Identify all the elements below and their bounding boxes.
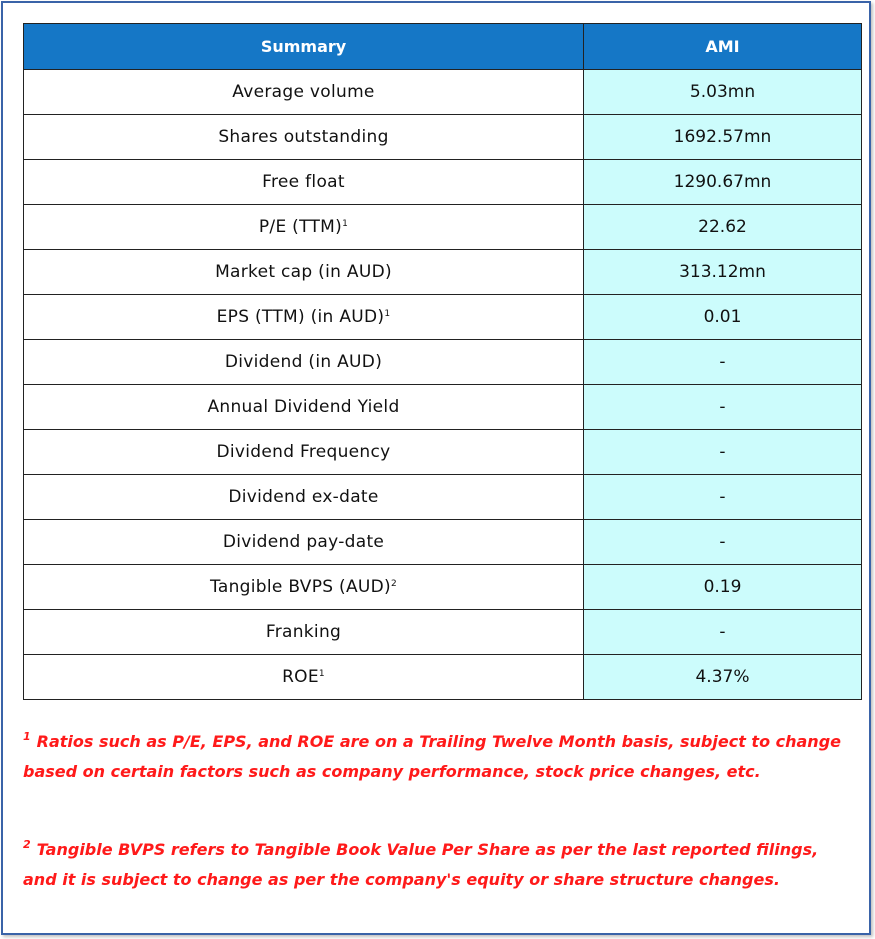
footnote-ref: 1 bbox=[342, 219, 349, 229]
footnote-marker: 1 bbox=[23, 730, 31, 743]
footnote-1 bbox=[23, 727, 853, 787]
row-value: 313.12mn bbox=[584, 250, 862, 295]
row-label bbox=[24, 340, 584, 385]
row-label bbox=[24, 655, 584, 700]
footnotes bbox=[23, 727, 853, 895]
header-ticker: AMI bbox=[584, 24, 862, 70]
table-row bbox=[24, 385, 862, 430]
row-label bbox=[24, 475, 584, 520]
row-value: - bbox=[584, 610, 862, 655]
row-label-text: EPS (TTM) (in AUD) bbox=[216, 307, 385, 327]
footnote-text: Tangible BVPS refers to Tangible Book Value Per Share as per the last reported filings, and it is subject to change as per the company's equity or share structure changes. bbox=[23, 840, 819, 889]
row-value: 5.03mn bbox=[584, 70, 862, 115]
table-row bbox=[24, 70, 862, 115]
row-value: 1692.57mn bbox=[584, 115, 862, 160]
table-row bbox=[24, 565, 862, 610]
row-value: 1290.67mn bbox=[584, 160, 862, 205]
row-value: 0.19 bbox=[584, 565, 862, 610]
row-label-text: Tangible BVPS (AUD) bbox=[209, 577, 391, 597]
header-summary: Summary bbox=[24, 24, 584, 70]
row-label-text: Dividend Frequency bbox=[216, 442, 391, 462]
table-row bbox=[24, 295, 862, 340]
footnote-2 bbox=[23, 835, 853, 895]
row-label bbox=[24, 610, 584, 655]
row-label-text: Dividend ex-date bbox=[228, 487, 379, 507]
row-label bbox=[24, 385, 584, 430]
table-row bbox=[24, 205, 862, 250]
row-value: - bbox=[584, 475, 862, 520]
row-label bbox=[24, 160, 584, 205]
row-value: - bbox=[584, 520, 862, 565]
row-value: 22.62 bbox=[584, 205, 862, 250]
table-row bbox=[24, 610, 862, 655]
table-row bbox=[24, 655, 862, 700]
row-label-text: Dividend (in AUD) bbox=[224, 352, 383, 372]
table-row bbox=[24, 340, 862, 385]
row-value: - bbox=[584, 340, 862, 385]
row-label bbox=[24, 565, 584, 610]
row-label bbox=[24, 250, 584, 295]
table-header-row bbox=[24, 24, 862, 70]
summary-frame bbox=[1, 1, 871, 935]
row-value: - bbox=[584, 430, 862, 475]
row-label-text: ROE bbox=[282, 667, 319, 687]
row-value: - bbox=[584, 385, 862, 430]
footnote-ref: 1 bbox=[318, 669, 325, 679]
footnote-ref: 2 bbox=[390, 579, 398, 589]
row-label bbox=[24, 115, 584, 160]
row-label-text: Shares outstanding bbox=[218, 127, 389, 147]
row-label-text: Average volume bbox=[232, 82, 375, 102]
row-label bbox=[24, 520, 584, 565]
footnote-ref: 1 bbox=[384, 309, 391, 319]
row-label bbox=[24, 205, 584, 250]
footnote-marker: 2 bbox=[23, 838, 31, 851]
table-row bbox=[24, 115, 862, 160]
table-row bbox=[24, 475, 862, 520]
footnote-text: Ratios such as P/E, EPS, and ROE are on a Trailing Twelve Month basis, subject to change based on certain factors such as company performance, stock price changes, etc. bbox=[23, 732, 841, 781]
row-label-text: P/E (TTM) bbox=[258, 217, 343, 237]
row-label-text: Annual Dividend Yield bbox=[207, 397, 400, 417]
row-label-text: Franking bbox=[265, 622, 342, 642]
table-row bbox=[24, 250, 862, 295]
table-row bbox=[24, 520, 862, 565]
row-label-text: Free float bbox=[262, 172, 345, 192]
row-label bbox=[24, 70, 584, 115]
row-label bbox=[24, 430, 584, 475]
table-row bbox=[24, 160, 862, 205]
summary-table bbox=[23, 23, 862, 700]
row-value: 4.37% bbox=[584, 655, 862, 700]
row-label-text: Dividend pay-date bbox=[222, 532, 385, 552]
row-value: 0.01 bbox=[584, 295, 862, 340]
row-label-text: Market cap (in AUD) bbox=[215, 262, 392, 282]
table-row bbox=[24, 430, 862, 475]
table-body bbox=[24, 70, 862, 700]
row-label bbox=[24, 295, 584, 340]
